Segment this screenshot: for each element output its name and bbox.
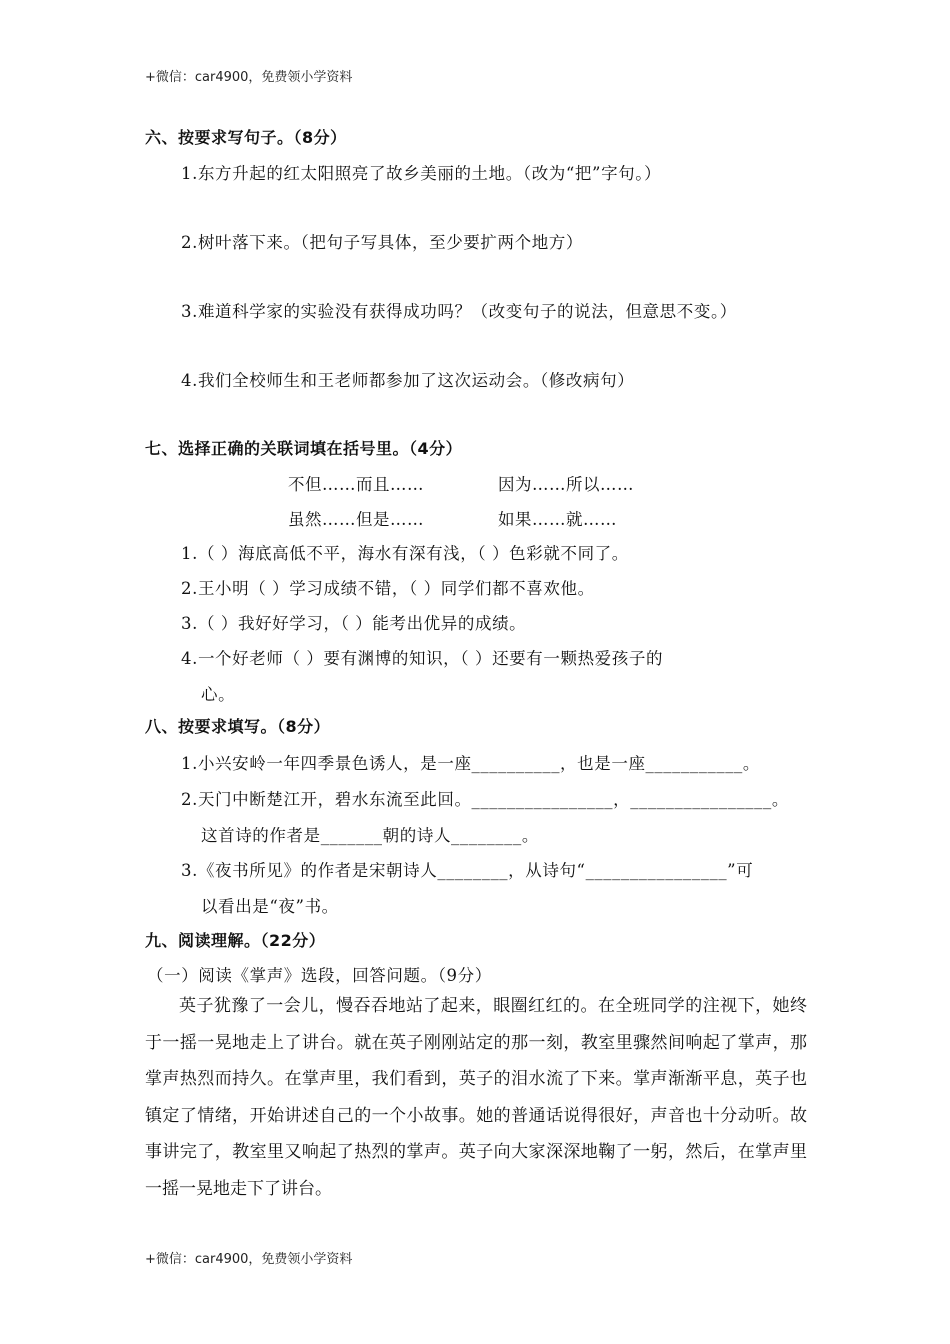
- s7-question-2: 2.王小明（ ）学习成绩不错，（ ）同学们都不喜欢他。: [181, 579, 595, 598]
- watermark-bottom: +微信：car4900，免费领小学资料: [145, 1252, 353, 1267]
- watermark-top: +微信：car4900，免费领小学资料: [145, 70, 353, 85]
- section-8-title: 八、按要求填写。（8分）: [145, 717, 331, 736]
- conjunction-option: 虽然……但是……: [288, 510, 424, 529]
- conjunction-option: 不但……而且……: [288, 475, 424, 494]
- section-6-title: 六、按要求写句子。（8分）: [145, 128, 347, 147]
- conjunction-option: 因为……所以……: [498, 475, 634, 494]
- s8-question-1: 1.小兴安岭一年四季景色诱人，是一座__________，也是一座___________。: [181, 754, 760, 773]
- passage-text: 英子犹豫了一会儿，慢吞吞地站了起来，眼圈红红的。在全班同学的注视下，她终于一摇一晃地走上了讲台。就在英子刚刚站定的那一刻，教室里骤然间响起了掌声，那掌声热烈而持久。在掌声里，我们看到，英子的泪水流了下来。掌声渐渐平息，英子也镇定了情绪，开始讲述自己的一个小故事。她的普通话说得很好，声音也十分动听。故事讲完了，教室里又响起了热烈的掌声。英子向大家深深地鞠了一躬，然后，在掌声里一摇一晃地走下了讲台。: [145, 996, 807, 1199]
- s7-question-4-cont: 心。: [201, 685, 236, 704]
- s8-question-2-cont: 这首诗的作者是_______朝的诗人________。: [201, 826, 539, 845]
- s7-question-3: 3.（ ）我好好学习，（ ）能考出优异的成绩。: [181, 614, 527, 633]
- s8-question-2: 2.天门中断楚江开，碧水东流至此回。________________，________________。: [181, 790, 789, 809]
- conjunction-option: 如果……就……: [498, 510, 617, 529]
- reading-passage: [145, 988, 807, 1208]
- section-9-title: 九、阅读理解。（22分）: [145, 931, 326, 950]
- s8-question-3-cont: 以看出是“夜”书。: [201, 897, 339, 916]
- s6-question-4: 4.我们全校师生和王老师都参加了这次运动会。（修改病句）: [181, 371, 635, 390]
- s7-question-4: 4.一个好老师（ ）要有渊博的知识，（ ）还要有一颗热爱孩子的: [181, 649, 664, 668]
- section-7-title: 七、选择正确的关联词填在括号里。（4分）: [145, 439, 463, 458]
- s8-question-3: 3.《夜书所见》的作者是宋朝诗人________，从诗句“________________”可: [181, 861, 754, 880]
- s6-question-3: 3.难道科学家的实验没有获得成功吗？（改变句子的说法，但意思不变。）: [181, 302, 737, 321]
- reading-subtitle: （一）阅读《掌声》选段，回答问题。（9分）: [147, 966, 492, 985]
- s7-question-1: 1.（ ）海底高低不平，海水有深有浅，（ ）色彩就不同了。: [181, 544, 629, 563]
- s6-question-1: 1.东方升起的红太阳照亮了故乡美丽的土地。（改为“把”字句。）: [181, 164, 662, 183]
- s6-question-2: 2.树叶落下来。（把句子写具体，至少要扩两个地方）: [181, 233, 583, 252]
